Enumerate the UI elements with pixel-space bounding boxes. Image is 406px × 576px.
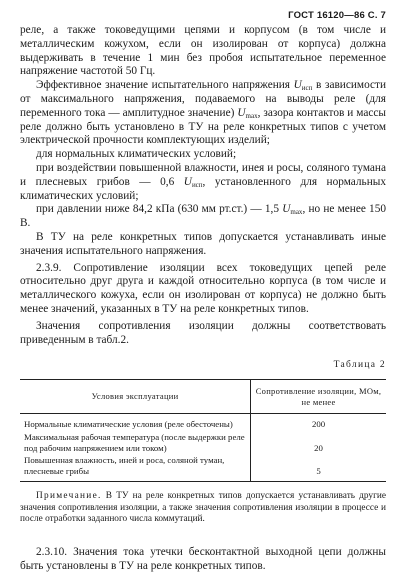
table-caption: Таблица 2: [333, 360, 386, 371]
text: Эффективное значение испытательного напряжения: [36, 79, 294, 92]
document-body: [20, 24, 386, 573]
note-label: Примечание.: [36, 491, 102, 502]
text: , но не менее 150 В.: [20, 203, 386, 230]
table-header-row: [20, 380, 386, 414]
column-header-conditions: Условия эксплуатации: [20, 380, 251, 414]
symbol-u: U: [183, 175, 192, 188]
text: при давлении ниже 84,2 кПа (630 мм рт.ст.) — 1,5: [36, 203, 283, 216]
column-header-resistance: Сопротивление изоляции, МОм, не менее: [251, 380, 386, 414]
text: , установленного для нормальных климатических условий;: [20, 175, 386, 202]
subscript: max: [290, 208, 303, 217]
paragraph-test-voltage: [20, 79, 386, 148]
table-cell-value: 200: [311, 419, 326, 430]
note-text: В ТУ на реле конкретных типов допускается устанавливать другие значения сопротивления изоляции, а также значения сопротивления изоляции в процессе и после отработки заданного числа коммутаций.: [20, 491, 386, 525]
paragraph-pressure: [20, 203, 386, 231]
table-row: [20, 454, 386, 482]
symbol-u: U: [293, 79, 302, 92]
text: в зависимости от максимального напряжения, подаваемого на выводы реле (для переменного тока — амплитудное значение): [20, 79, 386, 119]
paragraph-humidity: [20, 162, 386, 203]
insulation-table: [20, 379, 386, 482]
symbol-u: U: [237, 106, 246, 119]
text: при воздействии повышенной влажности, инея и росы, соляного тумана и плесневых грибов — 0,6: [20, 161, 386, 188]
table-row: [20, 431, 386, 454]
paragraph-normal-conditions: для нормальных климатических условий;: [36, 148, 237, 161]
paragraph-1: реле, а также токоведущими цепями и корпусом (в том числе и металлическим кожухом, если он изолирован от корпуса) должна выдерживать в течение 1 мин без пробоя испытательное переменное напряжение частотой 50 Гц.: [20, 24, 386, 78]
table-row: [20, 414, 386, 431]
table-cell-value: 20: [314, 442, 323, 453]
table-cell-condition: Максимальная рабочая температура (после выдержки реле под рабочим напряжением или током): [20, 431, 251, 454]
section-2-3-10: 2.3.10. Значения тока утечки бесконтактной выходной цепи должны быть установлены в ТУ на реле конкретных типов.: [20, 545, 386, 572]
symbol-u: U: [282, 203, 291, 216]
page-header: ГОСТ 16120—86 С. 7: [288, 10, 386, 21]
subscript: max: [245, 111, 258, 120]
table-note: [20, 491, 386, 526]
table-cell-condition: Повышенная влажность, иней и роса, соляной туман, плесневые грибы: [20, 454, 251, 482]
text: , зазора контактов и массы реле должно быть установлено в ТУ на реле конкретных типов с учетом электрической прочности комплектующих изделий;: [20, 106, 386, 147]
paragraph-other-values: В ТУ на реле конкретных типов допускается устанавливать иные значения испытательного напряжения.: [20, 230, 386, 257]
table-cell-condition: Нормальные климатические условия (реле обесточены): [20, 414, 251, 431]
subscript: исп: [191, 180, 203, 189]
paragraph-table-ref: Значения сопротивления изоляции должны соответствовать приведенным в табл.2.: [20, 319, 386, 346]
table-cell-value: 5: [316, 465, 321, 476]
section-2-3-9: 2.3.9. Сопротивление изоляции всех токоведущих цепей реле относительно друг друга и каждой относительно корпуса (в том числе и металлического кожуха, если он изолирован от корпуса) не должно быть менее значений, указанных в ТУ на реле конкретных типов.: [20, 261, 386, 315]
subscript: исп: [301, 84, 313, 93]
